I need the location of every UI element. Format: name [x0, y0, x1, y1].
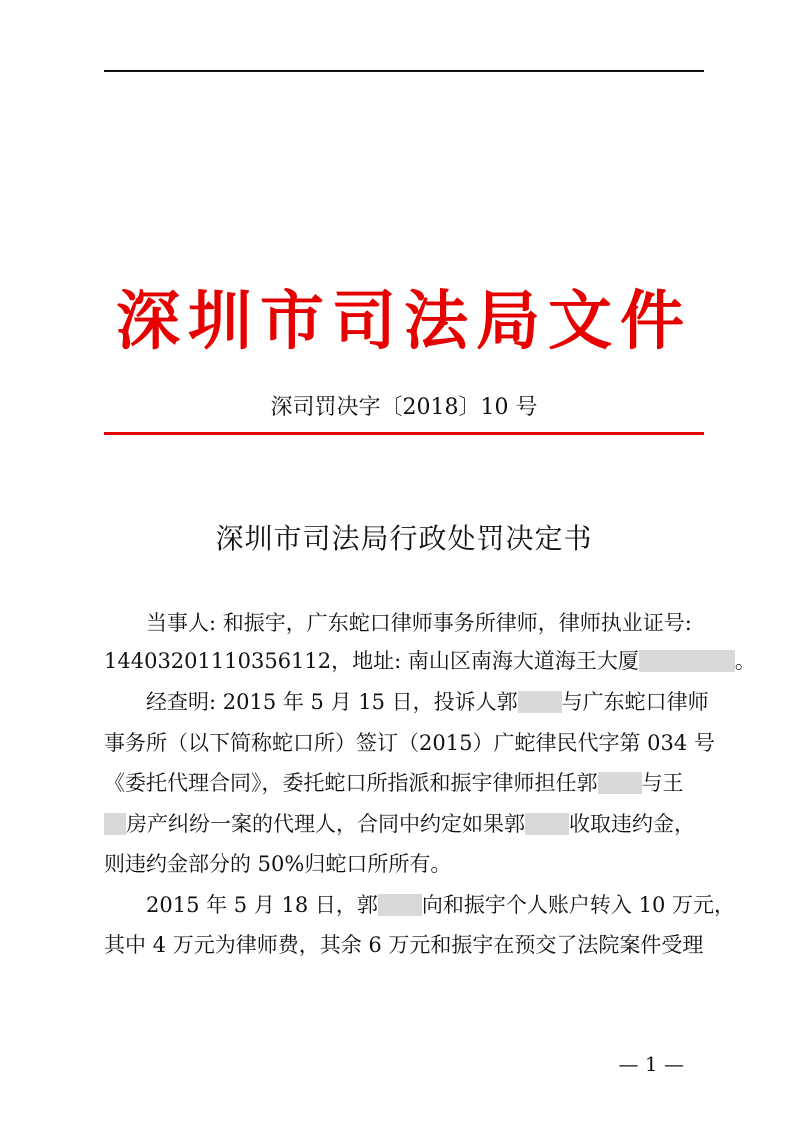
document-number: 深司罚决字〔2018〕10 号: [270, 395, 538, 420]
paragraph-line: [104, 728, 715, 758]
text-segment: 2015 年 5 月 18 日，郭: [146, 893, 378, 917]
redaction-block: [518, 691, 562, 713]
paragraph-line: [104, 890, 735, 920]
text-segment: 房产纠纷一案的代理人，合同中约定如果郭: [126, 812, 525, 836]
issuer-title: 深圳市司法局文件: [116, 285, 692, 359]
text-segment: 与王: [641, 771, 684, 795]
redaction-block: [639, 650, 735, 672]
redaction-block: [378, 894, 422, 916]
text-segment: 与广东蛇口律师: [561, 690, 709, 714]
paragraph-line: [104, 930, 704, 960]
redaction-block: [104, 813, 126, 835]
text-segment: 。: [734, 649, 756, 673]
top-rule: [104, 70, 704, 72]
red-separator-rule: [104, 432, 704, 435]
paragraph-line: [104, 768, 704, 798]
text-segment: 其中 4 万元为律师费，其余 6 万元和振宇在预交了法院案件受理: [104, 933, 704, 957]
paragraph-line: [104, 849, 704, 879]
text-segment: 向和振宇个人账户转入 10 万元，: [421, 893, 735, 917]
page-number: — 1 —: [618, 1052, 684, 1076]
text-segment: 经查明: 2015 年 5 月 15 日，投诉人郭: [146, 690, 518, 714]
text-segment: 则违约金部分的 50%归蛇口所所有。: [104, 852, 452, 876]
redaction-block: [525, 813, 569, 835]
paragraph-line: [104, 608, 704, 638]
paragraph-line: [104, 646, 756, 676]
paragraph-line: [104, 687, 709, 717]
text-segment: 《委托代理合同》，委托蛇口所指派和振宇律师担任郭: [104, 771, 598, 795]
decision-title: 深圳市司法局行政处罚决定书: [215, 522, 593, 555]
redaction-block: [598, 772, 642, 794]
text-segment: 事务所（以下简称蛇口所）签订（2015）广蛇律民代字第 034 号: [104, 731, 715, 755]
text-segment: 收取违约金，: [569, 812, 695, 836]
text-segment: 当事人: 和振宇，广东蛇口律师事务所律师，律师执业证号:: [146, 611, 692, 635]
paragraph-line: [104, 809, 704, 839]
text-segment: 14403201110356112，地址: 南山区南海大道海王大厦: [104, 649, 639, 673]
